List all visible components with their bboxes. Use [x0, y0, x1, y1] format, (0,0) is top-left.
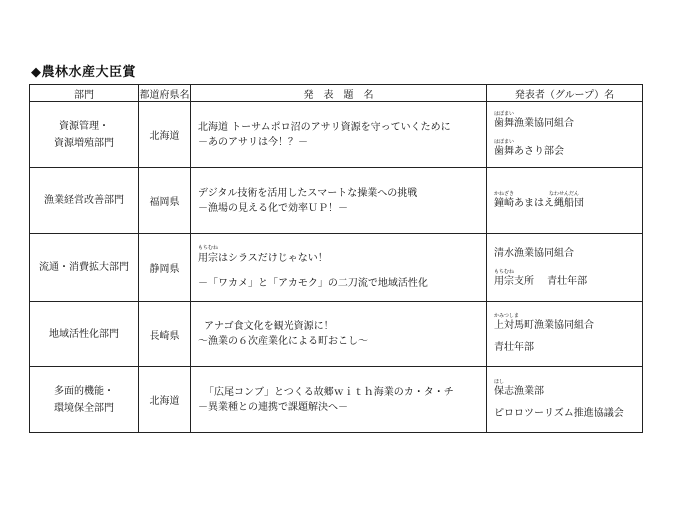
- title-cell: [191, 302, 487, 367]
- presenter-cell: [487, 367, 643, 433]
- category-line: 多面的機能・: [54, 385, 114, 397]
- category-line: 環境保全部門: [54, 402, 114, 414]
- category-cell: [30, 234, 139, 302]
- furigana: かねざき なわせんだん: [494, 190, 580, 197]
- category-line: 地域活性化部門: [49, 328, 119, 340]
- column-header-presenter: 発表者（グループ）名: [487, 85, 643, 102]
- presenter-name: ピロロツーリズム推進協議会: [494, 407, 624, 419]
- title-subtitle: －あのアサリは今！？－: [198, 136, 308, 148]
- furigana: かみつしま: [494, 313, 519, 319]
- title-cell: [191, 168, 487, 234]
- prefecture-cell: 北海道: [139, 102, 191, 168]
- presenter-name: 歯舞あさり部会: [494, 145, 564, 157]
- presenter-name: 歯舞漁業協同組合: [494, 117, 574, 129]
- presenter-name: 上対馬町漁業協同組合: [494, 320, 594, 331]
- title-subtitle: －漁場の見える化で効率ＵＰ！－: [198, 202, 348, 214]
- furigana: もちむね: [198, 244, 219, 251]
- title-line: デジタル技術を活用したスマートな操業への挑戦: [198, 187, 418, 199]
- presenter-cell: [487, 234, 643, 302]
- title-cell: [191, 102, 487, 168]
- presenter-cell: [487, 168, 643, 234]
- prefecture-cell: 長崎県: [139, 302, 191, 367]
- table-row: [30, 102, 643, 168]
- title-line: アナゴ食文化を観光資源に！: [204, 321, 334, 332]
- column-header-title: 発 表 題 名: [191, 85, 487, 102]
- category-cell: [30, 168, 139, 234]
- furigana: ほし: [494, 378, 505, 385]
- title-line: 北海道 トーサムポロ沼のアサリ資源を守っていくために: [198, 121, 451, 133]
- prefecture-cell: 福岡県: [139, 168, 191, 234]
- title-cell: [191, 234, 487, 302]
- presenter-name: 青壮年部: [494, 342, 534, 353]
- title-line: 用宗はシラスだけじゃない！: [198, 252, 328, 264]
- awards-table: [29, 84, 643, 433]
- column-header-category: 部門: [30, 85, 139, 102]
- category-line: 流通・消費拡大部門: [39, 262, 129, 273]
- category-line: 資源管理・: [59, 120, 109, 132]
- furigana: もちむね: [494, 268, 515, 275]
- category-line: 資源増殖部門: [54, 137, 114, 149]
- table-row: [30, 168, 643, 234]
- table-header-row: [30, 85, 643, 102]
- title-subtitle: ～漁業の６次産業化による町おこし～: [198, 336, 368, 347]
- table-row: [30, 234, 643, 302]
- presenter-name: 清水漁業協同組合: [494, 247, 574, 259]
- column-header-prefecture: 都道府県名: [139, 85, 191, 102]
- presenter-name: 用宗支所 青壮年部: [494, 275, 588, 287]
- table-row: [30, 367, 643, 433]
- title-line: 「広尾コンブ」とつくる故郷ｗｉｔｈ海業のカ・タ・チ: [204, 386, 454, 398]
- furigana: はぼまい: [494, 110, 515, 117]
- title-cell: [191, 367, 487, 433]
- title-subtitle: －「ワカメ」と「アカモク」の二刀流で地域活性化: [198, 277, 428, 289]
- prefecture-cell: 静岡県: [139, 234, 191, 302]
- category-cell: [30, 302, 139, 367]
- prefecture-cell: 北海道: [139, 367, 191, 433]
- furigana: はぼまい: [494, 138, 515, 145]
- presenter-name: 保志漁業部: [494, 385, 544, 397]
- title-subtitle: －異業種との連携で課題解決へ－: [198, 401, 348, 413]
- presenter-cell: [487, 102, 643, 168]
- category-line: 漁業経営改善部門: [44, 195, 124, 206]
- page-heading: ◆農林水産大臣賞: [31, 65, 136, 80]
- table-row: [30, 302, 643, 367]
- presenter-cell: [487, 302, 643, 367]
- presenter-name: 鐘崎あまはえ縄船団: [494, 197, 584, 209]
- category-cell: [30, 367, 139, 433]
- category-cell: [30, 102, 139, 168]
